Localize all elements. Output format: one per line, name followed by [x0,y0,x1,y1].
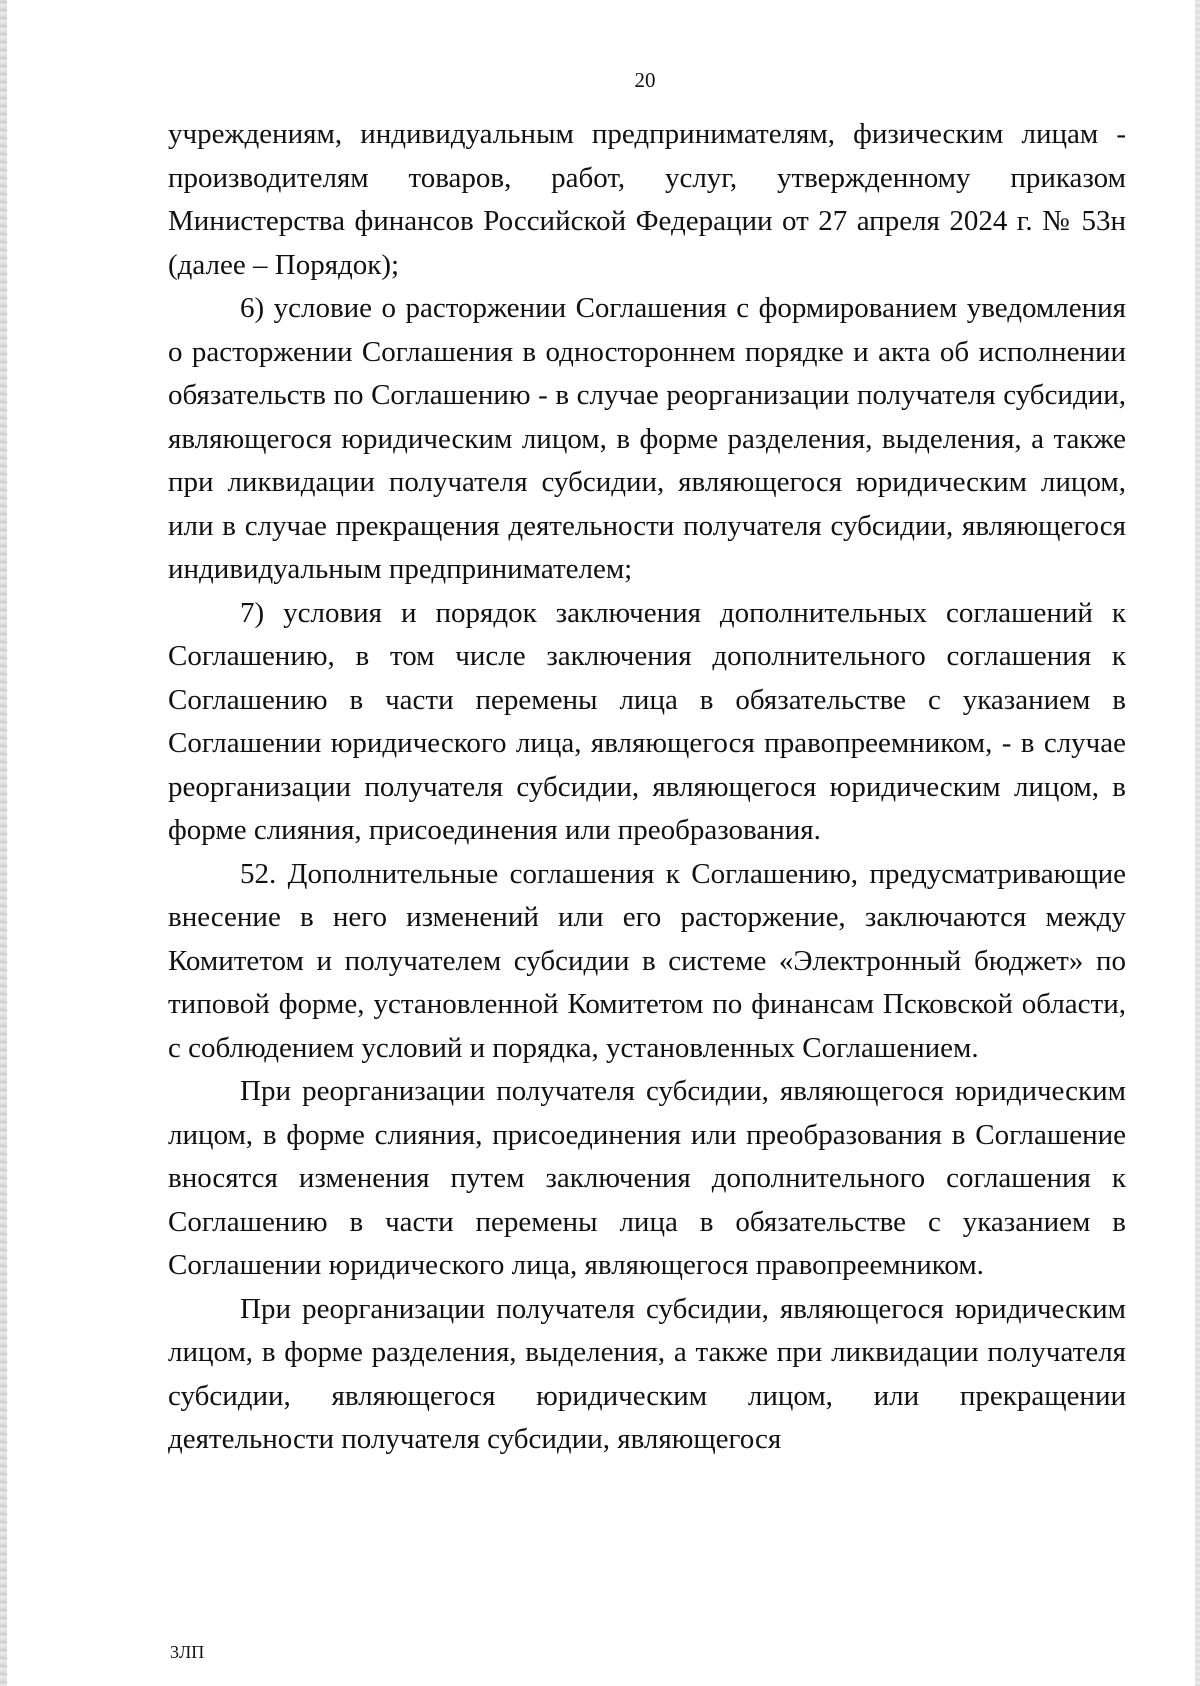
paragraph-item-7: 7) условия и порядок заключения дополнительных соглашений к Соглашению, в том числе заключения дополнительного соглашения к Соглашению в части перемены лица в обязательстве с указанием в Соглашении юридического лица, являющегося правопреемником, - в случае реорганизации получателя субсидии, являющегося юридическим лицом, в форме слияния, присоединения или преобразования. [168,596,1126,846]
scan-edge-right [1195,0,1200,1686]
footer-mark: 3ЛП [170,1642,205,1662]
paragraph-item-6: 6) условие о расторжении Соглашения с формированием уведомления о расторжении Соглашения в одностороннем порядке и акта об исполнении обязательств по Соглашению - в случае реорганизации получателя субсидии, являющегося юридическим лицом, в форме разделения, выделения, а также при ликвидации получателя субсидии, являющегося юридическим лицом, или в случае прекращения деятельности получателя субсидии, являющегося индивидуальным предпринимателем; [168,292,1126,585]
page-number: 20 [634,68,656,92]
scan-edge-left [0,0,7,1686]
document-body [168,113,1126,1462]
paragraph-clause-52: 52. Дополнительные соглашения к Соглашению, предусматривающие внесение в него изменений или его расторжение, заключаются между Комитетом и получателем субсидии в системе «Электронный бюджет» по типовой форме, установленной Комитетом по финансам Псковской области, с соблюдением условий и порядка, установленных Соглашением. [168,857,1126,1064]
paragraph-reorganization-division: При реорганизации получателя субсидии, являющегося юридическим лицом, в форме разделения, выделения, а также при ликвидации получателя субсидии, являющегося юридическим лицом, или прекращении деятельности получателя субсидии, являющегося [168,1292,1126,1455]
paragraph-continuation: учреждениям, индивидуальным предпринимателям, физическим лицам - производителям товаров, работ, услуг, утвержденному приказом Министерства финансов Российской Федерации от 27 апреля 2024 г. № 53н (далее – Порядок); [168,118,1126,281]
paragraph-reorganization-merger: При реорганизации получателя субсидии, являющегося юридическим лицом, в форме слияния, присоединения или преобразования в Соглашение вносятся изменения путем заключения дополнительного соглашения к Соглашению в части перемены лица в обязательстве с указанием в Соглашении юридического лица, являющегося правопреемником. [168,1075,1126,1281]
